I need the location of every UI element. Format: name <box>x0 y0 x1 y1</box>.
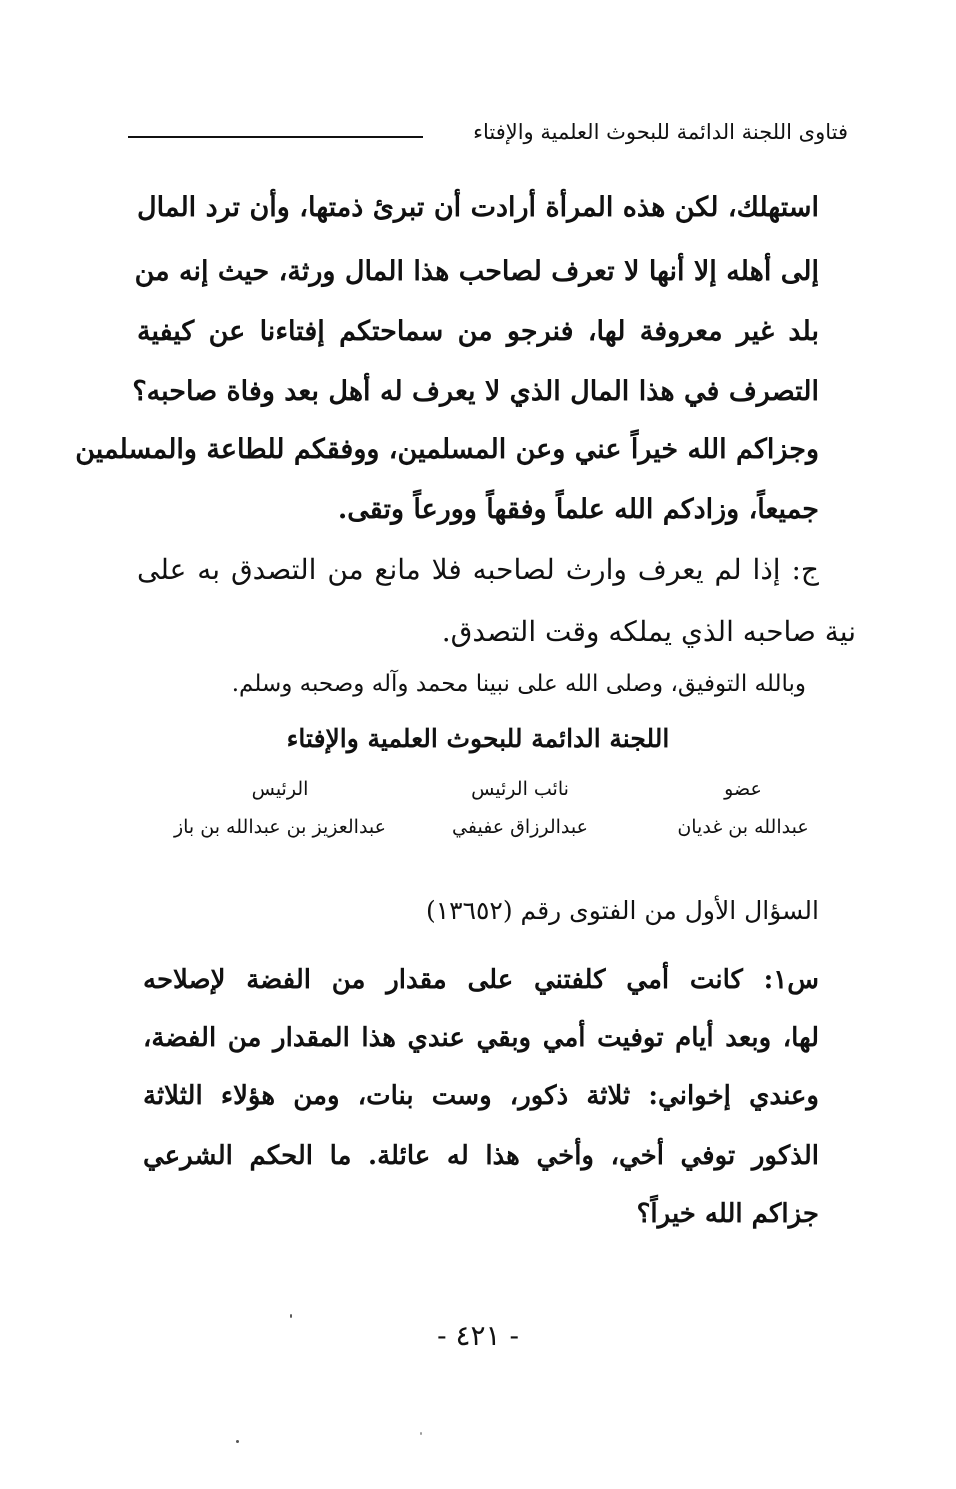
question-line: استهلك، لكن هذه المرأة أرادت أن تبرئ ذمتها، وأن ترد المال <box>137 192 819 223</box>
question-line: وجزاكم الله خيراً عني وعن المسلمين، ووفقكم للطاعة والمسلمين <box>75 434 819 465</box>
running-title: فتاوى اللجنة الدائمة للبحوث العلمية والإفتاء <box>473 120 848 144</box>
question-line: بلد غير معروفة لها، فنرجو من سماحتكم إفتاءنا عن كيفية <box>137 316 819 347</box>
signature-name: عبدالرزاق عفيفي <box>452 816 588 838</box>
signature-role: نائب الرئيس <box>471 778 569 800</box>
signature-role: عضو <box>724 778 762 800</box>
signature-name: عبدالله بن غديان <box>677 816 809 838</box>
scan-speck <box>290 1314 292 1318</box>
question-line: وعندي إخواني: ثلاثة ذكور، وست بنات، ومن هؤلاء الثلاثة <box>143 1081 819 1111</box>
scan-speck <box>236 1440 239 1443</box>
question-line: التصرف في هذا المال الذي لا يعرف له أهل بعد وفاة صاحبه؟ <box>132 376 819 407</box>
signature-name: عبدالعزيز بن عبدالله بن باز <box>173 816 387 838</box>
question-line: إلى أهله إلا أنها لا تعرف لصاحب هذا المال ورثة، حيث إنه من <box>134 256 819 287</box>
signature-chairman <box>170 776 390 840</box>
question-line: الذكور توفي أخي، وأخي هذا له عائلة. ما الحكم الشرعي <box>143 1141 819 1171</box>
question-line: جميعاً، وزادكم الله علماً وفقهاً وورعاً وتقى. <box>337 494 819 525</box>
header-rule <box>128 136 423 138</box>
answer-line: ج: إذا لم يعرف وارث لصاحبه فلا مانع من التصدق به على <box>137 553 819 586</box>
question-line: س١: كانت أمي كلفتني على مقدار من الفضة لإصلاحه <box>143 965 819 995</box>
page-number: - ٤٢١ - <box>437 1319 519 1352</box>
question-line: جزاكم الله خيراً؟ <box>636 1199 819 1229</box>
signature-role: الرئيس <box>251 778 309 800</box>
scan-speck <box>420 1432 422 1435</box>
fatwa-reference: السؤال الأول من الفتوى رقم (١٣٦٥٢) <box>425 896 819 925</box>
signature-member <box>668 776 818 840</box>
committee-title: اللجنة الدائمة للبحوث العلمية والإفتاء <box>286 724 670 753</box>
signature-vice-chairman <box>440 776 600 840</box>
closing-formula: وبالله التوفيق، وصلى الله على نبينا محمد وآله وصحبه وسلم. <box>231 671 806 697</box>
answer-line: نية صاحبه الذي يملكه وقت التصدق. <box>441 615 856 648</box>
question-line: لها، وبعد أيام توفيت أمي وبقي عندي هذا المقدار من الفضة، <box>143 1023 819 1053</box>
